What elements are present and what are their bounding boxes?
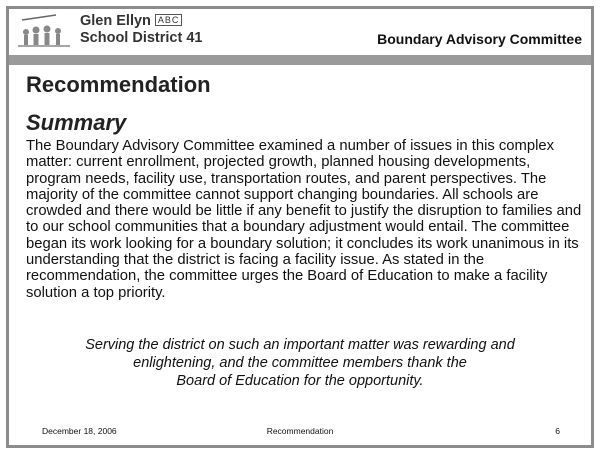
summary-paragraph: The Boundary Advisory Committee examined a number of issues in this complex matter: current enrollment, projected growth, planned housing developments, program needs, facility use, transportation routes, and parent perspectives. The majority of the committee cannot support changing boundaries. All schools are crowded and there would be little if any benefit to justify the disruption to families and to our school communities that a boundary adjustment would entail. The committee began its work looking for a boundary solution; it concludes its work unanimous in its understanding that the district is facing a facility issue. As stated in the recommendation, the committee urges the Board of Education to make a facility solution a top priority. — [26, 138, 582, 301]
closing-statement — [40, 336, 560, 390]
committee-name: Boundary Advisory Committee — [377, 31, 582, 47]
header-divider — [9, 55, 591, 65]
district-line2: School District 41 — [80, 30, 203, 46]
slide-header — [9, 9, 591, 55]
section-subtitle: Summary — [26, 110, 127, 135]
district-badge: ABC — [155, 14, 183, 26]
district-line1: Glen Ellyn — [80, 13, 151, 29]
closing-line-2: enlightening, and the committee members thank the — [133, 355, 467, 371]
footer-section: Recommendation — [266, 426, 334, 436]
footer-page-number: 6 — [555, 426, 560, 436]
closing-line-3: Board of Education for the opportunity. — [176, 373, 424, 389]
district-logo-icon — [16, 14, 72, 48]
district-name — [80, 13, 202, 47]
footer-date: December 18, 2006 — [42, 426, 117, 436]
page-title: Recommendation — [26, 72, 211, 97]
closing-line-1: Serving the district on such an important matter was rewarding and — [85, 337, 515, 353]
